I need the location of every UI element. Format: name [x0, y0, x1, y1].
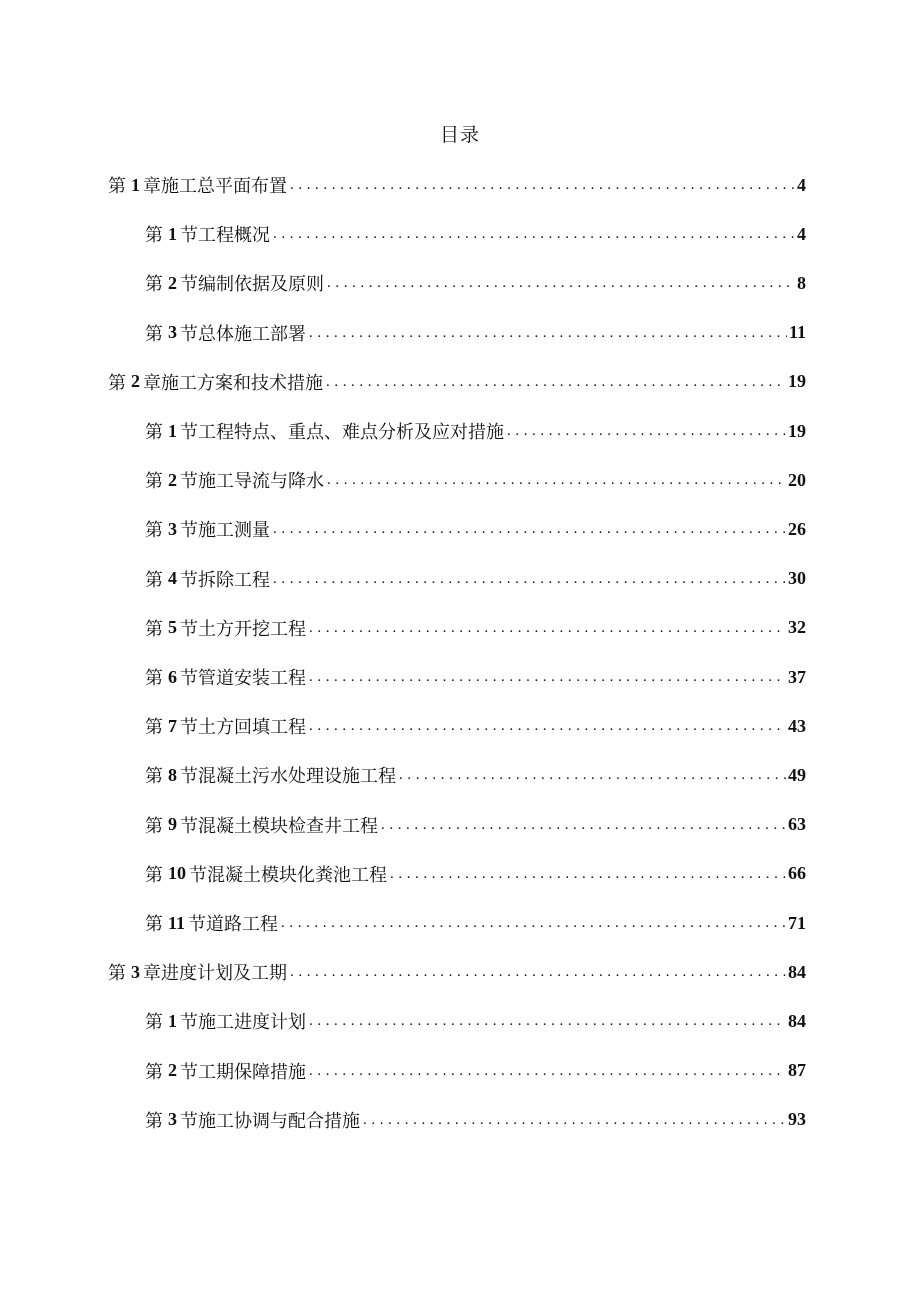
entry-prefix: 第	[145, 274, 163, 296]
dot-leader	[278, 908, 786, 938]
entry-page-number: 20	[788, 469, 806, 490]
dot-leader	[270, 514, 786, 544]
entry-prefix: 第	[145, 471, 163, 493]
entry-title: 施工协调与配合措施	[198, 1110, 360, 1132]
entry-suffix: 节	[180, 766, 198, 788]
entry-page-number: 84	[788, 1010, 806, 1031]
toc-chapter-entry[interactable]	[108, 367, 806, 397]
entry-number: 2	[131, 371, 140, 392]
toc-section-entry[interactable]	[145, 564, 806, 594]
entry-suffix: 节	[180, 422, 198, 443]
dot-leader	[306, 1056, 786, 1086]
entry-prefix: 第	[108, 176, 126, 197]
entry-title: 混凝土模块化粪池工程	[207, 864, 387, 886]
toc-section-entry[interactable]	[145, 760, 806, 790]
entry-number: 1	[168, 420, 177, 441]
entry-prefix: 第	[145, 225, 163, 247]
entry-number: 8	[168, 764, 177, 785]
entry-title: 工程特点、重点、难点分析及应对措施	[198, 422, 504, 443]
toc-section-entry[interactable]	[145, 810, 806, 840]
entry-title: 进度计划及工期	[161, 963, 287, 985]
entry-title: 编制依据及原则	[198, 274, 324, 296]
entry-page-number: 71	[788, 912, 806, 933]
entry-title: 工程概况	[198, 225, 270, 247]
entry-suffix: 节	[189, 864, 207, 886]
dot-leader	[306, 711, 786, 741]
dot-leader	[360, 1105, 786, 1135]
entry-suffix: 章	[143, 372, 161, 394]
dot-leader	[287, 170, 795, 200]
entry-title: 混凝土污水处理设施工程	[198, 766, 396, 788]
entry-suffix: 章	[143, 176, 161, 197]
entry-prefix: 第	[108, 963, 126, 985]
entry-prefix: 第	[145, 323, 163, 345]
entry-title: 施工导流与降水	[198, 471, 324, 493]
entry-prefix: 第	[145, 717, 163, 739]
dot-leader	[306, 1006, 786, 1036]
toc-section-entry[interactable]	[145, 318, 806, 348]
entry-suffix: 节	[180, 274, 198, 296]
entry-suffix: 节	[180, 569, 198, 591]
entry-title: 施工测量	[198, 520, 270, 542]
entry-number: 11	[168, 912, 186, 933]
dot-leader	[324, 268, 795, 298]
toc-section-entry[interactable]	[145, 1056, 806, 1086]
toc-section-entry[interactable]	[145, 1006, 806, 1036]
entry-page-number: 43	[788, 715, 806, 736]
entry-page-number: 8	[797, 272, 806, 293]
toc-title: 目录	[439, 124, 480, 146]
entry-prefix: 第	[145, 1110, 163, 1132]
entry-suffix: 节	[180, 323, 198, 345]
entry-page-number: 26	[788, 518, 806, 539]
dot-leader	[396, 760, 786, 790]
toc-section-entry[interactable]	[145, 711, 806, 741]
entry-number: 5	[168, 617, 177, 638]
entry-suffix: 节	[180, 471, 198, 493]
toc-section-entry[interactable]	[145, 219, 806, 249]
entry-page-number: 32	[788, 617, 806, 638]
entry-title: 施工方案和技术措施	[161, 372, 323, 394]
entry-number: 1	[168, 1010, 177, 1031]
entry-title: 施工总平面布置	[161, 176, 287, 197]
dot-leader	[306, 613, 786, 643]
entry-suffix: 章	[143, 963, 161, 985]
dot-leader	[287, 957, 786, 987]
entry-number: 4	[168, 568, 177, 589]
entry-number: 3	[131, 961, 140, 982]
entry-number: 1	[168, 223, 177, 244]
dot-leader	[324, 465, 786, 495]
toc-chapter-entry[interactable]	[108, 957, 806, 987]
toc-section-entry[interactable]	[145, 859, 806, 889]
entry-page-number: 87	[788, 1060, 806, 1081]
entry-number: 3	[168, 322, 177, 343]
entry-title: 拆除工程	[198, 569, 270, 591]
entry-suffix: 节	[180, 717, 198, 739]
entry-prefix: 第	[145, 815, 163, 837]
entry-title: 土方开挖工程	[198, 618, 306, 640]
entry-suffix: 节	[180, 1061, 198, 1083]
dot-leader	[378, 810, 786, 840]
entry-number: 7	[168, 715, 177, 736]
entry-title: 道路工程	[206, 914, 279, 935]
entry-number: 10	[168, 863, 186, 884]
entry-number: 2	[168, 272, 177, 293]
entry-title: 土方回填工程	[198, 717, 306, 739]
dot-leader	[306, 662, 786, 692]
toc-section-entry[interactable]	[145, 514, 806, 544]
entry-title: 混凝土模块检查井工程	[198, 815, 378, 837]
entry-page-number: 4	[797, 174, 806, 195]
entry-page-number: 63	[788, 814, 806, 835]
entry-page-number: 30	[788, 568, 806, 589]
entry-prefix: 第	[145, 668, 163, 689]
toc-chapter-entry[interactable]	[108, 170, 806, 200]
entry-suffix: 节	[180, 815, 198, 837]
entry-number: 3	[168, 1109, 177, 1130]
entry-prefix: 第	[145, 1061, 163, 1083]
dot-leader	[270, 219, 795, 249]
entry-prefix: 第	[108, 372, 126, 394]
entry-prefix: 第	[145, 520, 163, 542]
toc-section-entry[interactable]	[145, 908, 806, 938]
entry-suffix: 节	[180, 668, 198, 689]
entry-title: 工期保障措施	[198, 1061, 306, 1083]
toc-section-entry[interactable]	[145, 662, 806, 692]
entry-page-number: 19	[788, 420, 806, 441]
entry-title: 管道安装工程	[198, 668, 306, 689]
entry-title: 施工进度计划	[198, 1012, 306, 1034]
entry-page-number: 19	[788, 371, 806, 392]
entry-page-number: 66	[788, 863, 806, 884]
entry-page-number: 93	[788, 1109, 806, 1130]
entry-suffix: 节	[180, 1110, 198, 1132]
entry-number: 9	[168, 814, 177, 835]
entry-number: 3	[168, 518, 177, 539]
dot-leader	[504, 416, 786, 446]
entry-suffix: 节	[180, 1012, 198, 1034]
entry-page-number: 49	[788, 764, 806, 785]
dot-leader	[387, 859, 786, 889]
entry-title: 总体施工部署	[198, 323, 306, 345]
entry-number: 6	[168, 666, 177, 687]
entry-prefix: 第	[145, 618, 163, 640]
entry-number: 2	[168, 1060, 177, 1081]
entry-suffix: 节	[180, 520, 198, 542]
entry-suffix: 节	[180, 225, 198, 247]
toc-section-entry[interactable]	[145, 1105, 806, 1135]
entry-prefix: 第	[145, 422, 163, 443]
dot-leader	[306, 318, 787, 348]
toc-section-entry[interactable]	[145, 465, 806, 495]
dot-leader	[323, 367, 786, 397]
entry-prefix: 第	[145, 1012, 163, 1034]
entry-page-number: 37	[788, 666, 806, 687]
entry-number: 1	[131, 174, 140, 195]
entry-suffix: 节	[188, 914, 207, 935]
entry-page-number: 11	[788, 322, 806, 343]
entry-prefix: 第	[145, 864, 163, 886]
toc-section-entry[interactable]	[145, 416, 806, 446]
entry-prefix: 第	[145, 914, 163, 935]
toc-section-entry[interactable]	[145, 613, 806, 643]
entry-number: 2	[168, 469, 177, 490]
entry-page-number: 4	[797, 223, 806, 244]
entry-suffix: 节	[180, 618, 198, 640]
entry-prefix: 第	[145, 569, 163, 591]
toc-section-entry[interactable]	[145, 268, 806, 298]
entry-prefix: 第	[145, 766, 163, 788]
dot-leader	[270, 564, 786, 594]
entry-page-number: 84	[788, 961, 806, 982]
